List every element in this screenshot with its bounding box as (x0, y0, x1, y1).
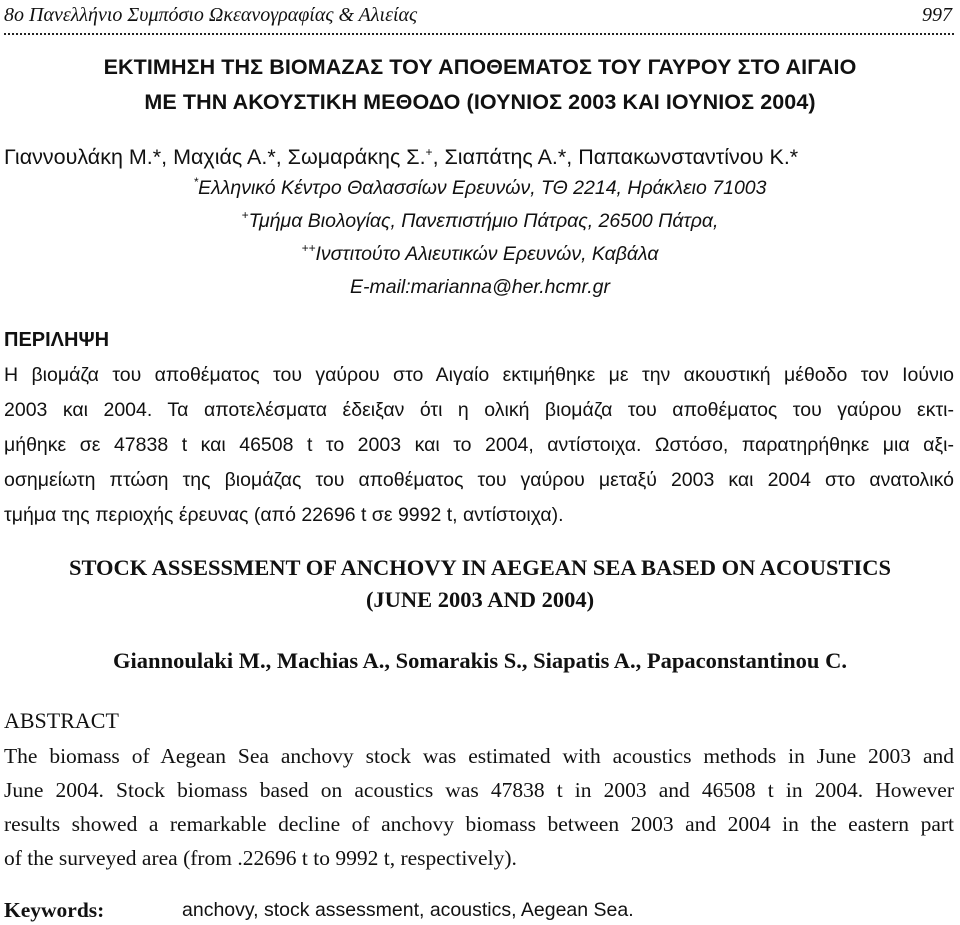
greek-abstract-line: 2003 και 2004. Τα αποτελέσματα έδειξαν ότι η ολική βιομάζα του αποθέματος του γαύρου εκτι- (4, 399, 954, 421)
affiliation-1-text: Ελληνικό Κέντρο Θαλασσίων Ερευνών, ΤΘ 2214, Ηράκλειο 71003 (198, 177, 767, 199)
greek-abstract-line: οσημείωτη πτώση της βιομάζας του αποθέματος του γαύρου μεταξύ 2003 και 2004 στο ανατολικό (4, 469, 954, 491)
greek-authors-part-2: , Σιαπάτης Α.*, Παπακωνσταντίνου Κ.* (432, 145, 799, 169)
affiliation-1 (0, 172, 960, 205)
english-abstract-line: The biomass of Aegean Sea anchovy stock was estimated with acoustics methods in June 2003 and (4, 744, 954, 768)
affiliation-3-text: Ινστιτούτο Αλιευτικών Ερευνών, Καβάλα (315, 243, 659, 265)
header-divider (4, 33, 954, 35)
conference-name: 8ο Πανελλήνιο Συμπόσιο Ωκεανογραφίας & Αλιείας (4, 4, 418, 26)
english-abstract-line: June 2004. Stock biomass based on acoustics was 47838 t in 2003 and 46508 t in 2004. However (4, 778, 954, 802)
english-title-line-2: (JUNE 2003 AND 2004) (365, 587, 595, 612)
affiliation-1-mark: * (193, 175, 199, 189)
english-abstract-line: of the surveyed area (from .22696 t to 9992 t, respectively). (4, 846, 517, 870)
affiliation-2 (0, 205, 960, 238)
contact-email: E-mail:marianna@her.hcmr.gr (349, 276, 610, 298)
greek-title-line-2: ΜΕ ΤΗΝ ΑΚΟΥΣΤΙΚΗ ΜΕΘΟΔΟ (ΙΟΥΝΙΟΣ 2003 ΚΑΙ ΙΟΥΝΙΟΣ 2004) (144, 90, 816, 114)
greek-abstract-line: Η βιομάζα του αποθέματος του γαύρου στο Αιγαίο εκτιμήθηκε με την ακουστική μέθοδο τον Ιούνιο (4, 364, 954, 386)
greek-abstract (4, 358, 954, 533)
english-authors: Giannoulaki M., Machias A., Somarakis S., Siapatis A., Papaconstantinou C. (113, 648, 847, 673)
english-abstract-heading: ABSTRACT (4, 708, 119, 733)
greek-authors (4, 140, 798, 174)
running-header (4, 2, 952, 28)
greek-authors-part-1: Γιαννουλάκη Μ.*, Μαχιάς Α.*, Σωμαράκης Σ. (4, 145, 426, 169)
keywords-value: anchovy, stock assessment, acoustics, Aegean Sea. (182, 899, 634, 921)
greek-abstract-heading: ΠΕΡΙΛΗΨΗ (4, 329, 110, 351)
greek-abstract-line: μήθηκε σε 47838 t και 46508 t το 2003 και το 2004, αντίστοιχα. Ωστόσο, παρατηρήθηκε μια αξι- (4, 434, 954, 456)
english-title (0, 552, 960, 616)
english-abstract-line: results showed a remarkable decline of anchovy biomass between 2003 and 2004 in the eastern part (4, 812, 954, 836)
affiliation-3 (0, 238, 960, 271)
affiliation-2-text: Τμήμα Βιολογίας, Πανεπιστήμιο Πάτρας, 26500 Πάτρα, (248, 210, 719, 232)
greek-title (0, 50, 960, 120)
keywords (4, 895, 954, 925)
keywords-label: Keywords: (4, 898, 105, 922)
english-abstract (4, 739, 954, 875)
greek-abstract-line: τμήμα της περιοχής έρευνας (από 22696 t σε 9992 t, αντίστοιχα). (4, 504, 564, 526)
affiliation-3-mark: ++ (301, 241, 316, 255)
affiliation-2-mark: + (241, 208, 249, 222)
english-title-line-1: STOCK ASSESSMENT OF ANCHOVY IN AEGEAN SEA BASED ON ACOUSTICS (68, 555, 892, 580)
greek-title-line-1: ΕΚΤΙΜΗΣΗ ΤΗΣ ΒΙΟΜΑΖΑΣ ΤΟΥ ΑΠΟΘΕΜΑΤΟΣ ΤΟΥ ΓΑΥΡΟΥ ΣΤΟ ΑΙΓΑΙΟ (103, 55, 857, 79)
greek-authors-mark: + (425, 145, 433, 159)
affiliations (0, 172, 960, 304)
page-number: 997 (922, 4, 952, 26)
